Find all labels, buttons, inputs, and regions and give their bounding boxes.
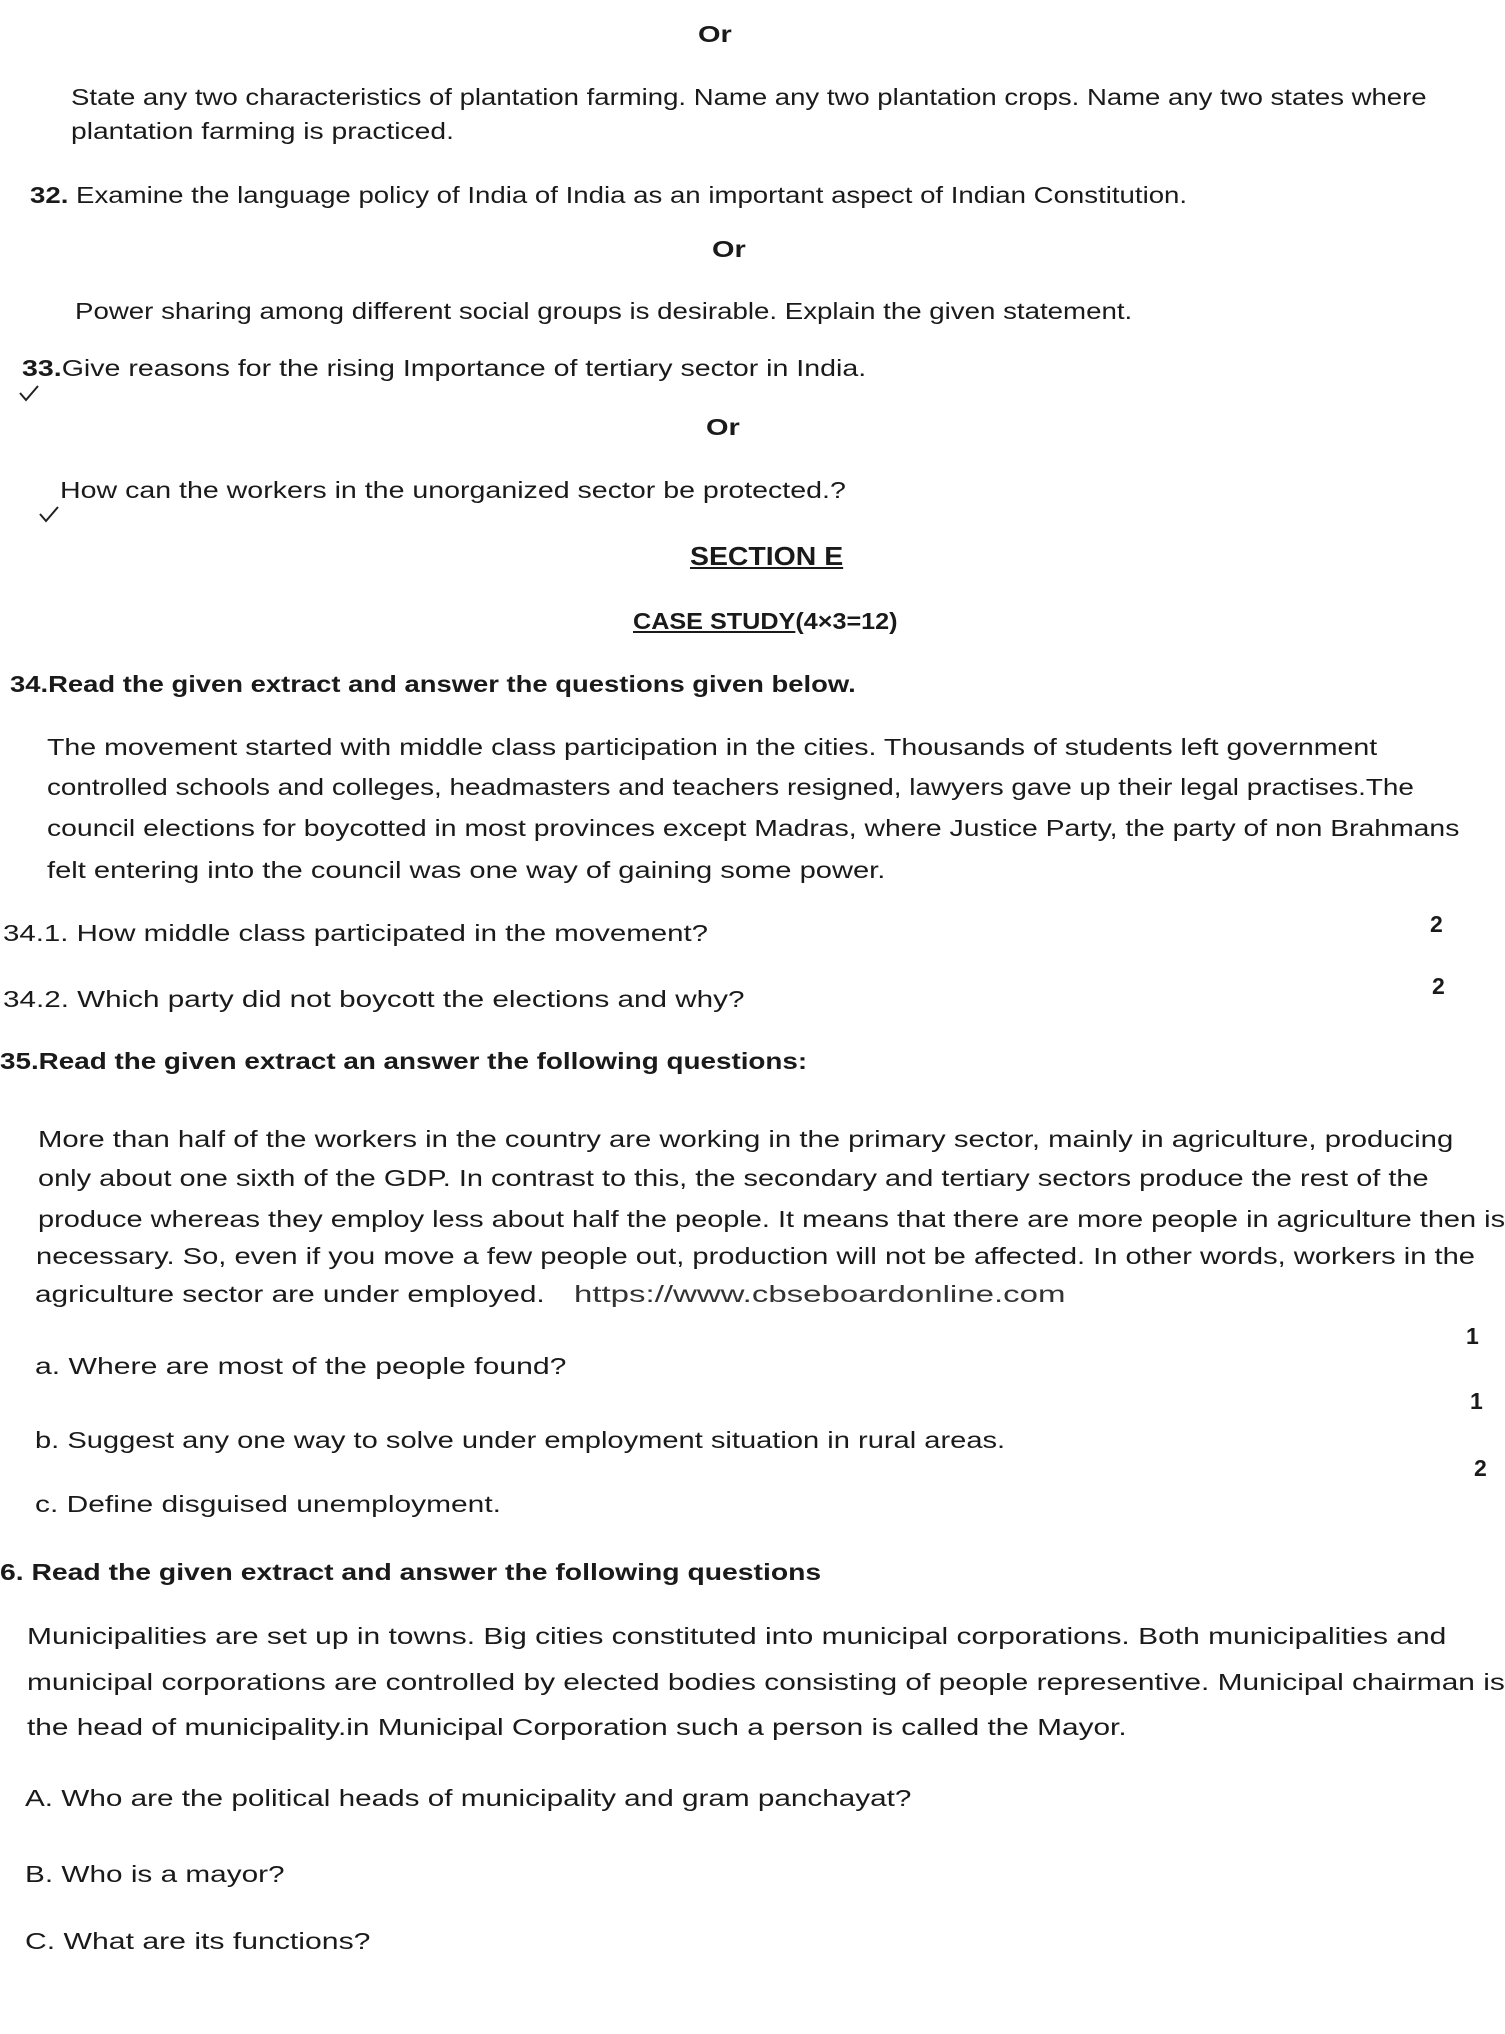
watermark-url: https://www.cbseboardonline.com <box>574 1281 1066 1307</box>
question-number: 33. <box>22 355 62 381</box>
check-mark-icon <box>18 384 40 402</box>
passage-line: only about one sixth of the GDP. In contrast to this, the secondary and tertiary sectors produce the rest of the <box>38 1165 1429 1191</box>
sub-question: 34.2. Which party did not boycott the elections and why? <box>3 986 745 1012</box>
passage-line: the head of municipality.in Municipal Corporation such a person is called the Mayor. <box>27 1714 1127 1740</box>
passage-line: Municipalities are set up in towns. Big cities constituted into municipal corporations. Both municipalities and <box>27 1623 1447 1649</box>
question-33-alt: How can the workers in the unorganized sector be protected.? <box>60 477 846 503</box>
case-study-heading <box>633 607 898 635</box>
case-study-label: CASE STUDY <box>633 608 796 634</box>
marks: 2 <box>1432 973 1445 999</box>
sub-question: 34.1. How middle class participated in the movement? <box>3 920 709 946</box>
question-35-heading: 35.Read the given extract an answer the following questions: <box>0 1048 808 1074</box>
or-divider: Or <box>712 236 746 262</box>
passage-line: necessary. So, even if you move a few people out, production will not be affected. In other words, workers in the <box>36 1243 1475 1269</box>
sub-question: C. What are its functions? <box>25 1928 371 1954</box>
sub-question: b. Suggest any one way to solve under employment situation in rural areas. <box>35 1427 1006 1453</box>
question-32 <box>30 181 1187 209</box>
passage-line: The movement started with middle class participation in the cities. Thousands of students left government <box>47 734 1378 760</box>
question-32-alt: Power sharing among different social groups is desirable. Explain the given statement. <box>75 298 1133 324</box>
marks: 1 <box>1470 1388 1483 1414</box>
question-text: Give reasons for the rising Importance of tertiary sector in India. <box>61 355 867 381</box>
marks: 1 <box>1466 1323 1479 1349</box>
question-33 <box>22 354 866 382</box>
or-divider: Or <box>706 414 740 440</box>
q31-alt-line-1: State any two characteristics of plantation farming. Name any two plantation crops. Name any two states where <box>71 84 1427 110</box>
passage-line: produce whereas they employ less about half the people. It means that there are more people in agriculture then is <box>38 1206 1505 1232</box>
passage-line: More than half of the workers in the country are working in the primary sector, mainly in agriculture, producing <box>38 1126 1454 1152</box>
marks: 2 <box>1430 911 1443 937</box>
q31-alt-line-2: plantation farming is practiced. <box>71 118 454 144</box>
sub-question: A. Who are the political heads of municipality and gram panchayat? <box>25 1785 912 1811</box>
or-divider: Or <box>698 21 732 47</box>
sub-question: a. Where are most of the people found? <box>35 1353 567 1379</box>
passage-line: council elections for boycotted in most provinces except Madras, where Justice Party, the party of non Brahmans <box>47 815 1460 841</box>
question-number: 32. <box>30 182 69 208</box>
section-title: SECTION E <box>690 541 844 571</box>
case-study-marks: (4×3=12) <box>795 608 898 634</box>
check-mark-icon <box>38 505 60 523</box>
question-34-heading: 34.Read the given extract and answer the questions given below. <box>10 671 856 697</box>
passage-line: controlled schools and colleges, headmasters and teachers resigned, lawyers gave up their legal practises.The <box>47 774 1414 800</box>
question-text: Examine the language policy of India of India as an important aspect of Indian Constitution. <box>76 182 1188 208</box>
sub-question: B. Who is a mayor? <box>25 1861 285 1887</box>
marks: 2 <box>1474 1455 1487 1481</box>
passage-line: municipal corporations are controlled by elected bodies consisting of people representive. Municipal chairman is <box>27 1669 1505 1695</box>
passage-line: agriculture sector are under employed. <box>35 1281 545 1307</box>
sub-question: c. Define disguised unemployment. <box>35 1491 501 1517</box>
question-36-heading: 6. Read the given extract and answer the following questions <box>0 1559 822 1585</box>
passage-line: felt entering into the council was one way of gaining some power. <box>47 857 886 883</box>
